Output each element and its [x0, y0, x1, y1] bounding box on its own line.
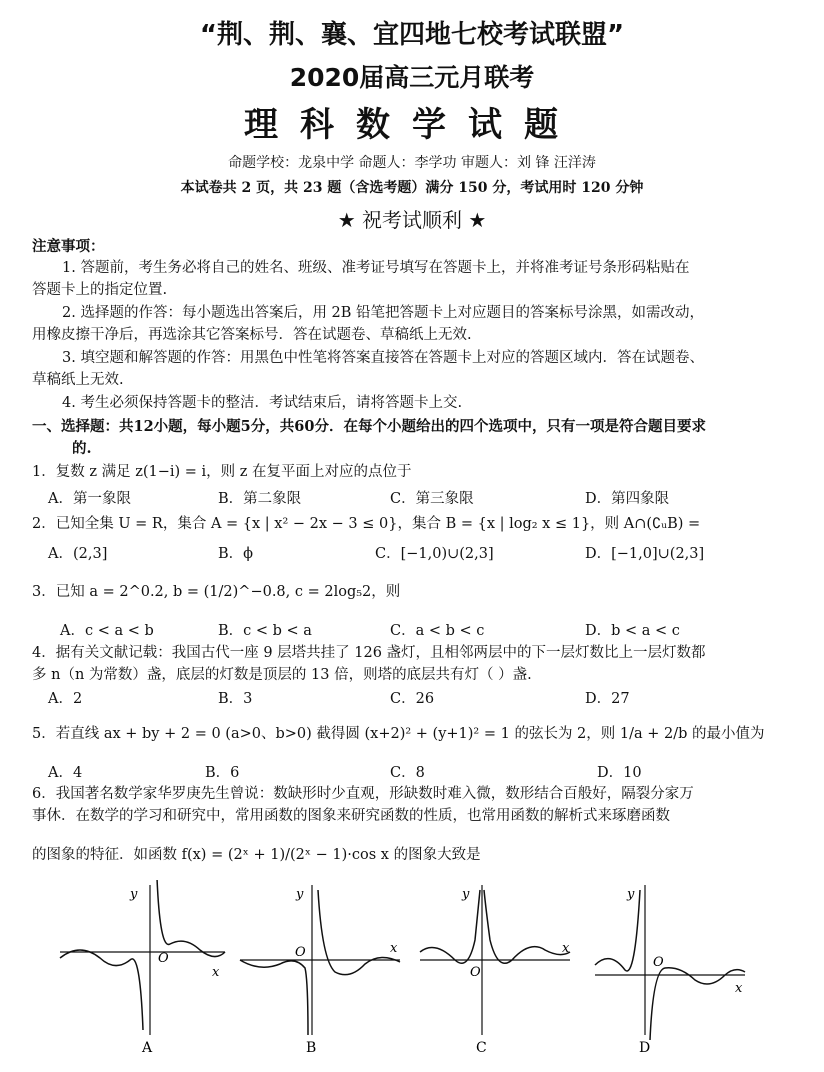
- q1-option-a: A．第一象限: [48, 491, 131, 507]
- graph-b-curve: [240, 890, 400, 1035]
- title-line-3: 理科数学试题: [244, 105, 580, 145]
- q4-stem-a: 4．据有关文献记载：我国古代一座 9 层塔共挂了 126 盏灯，且相邻两层中的下一层灯数比上一层灯数都: [32, 645, 706, 661]
- q2-option-b: B．ϕ: [218, 546, 254, 562]
- q6-stem-a: 6．我国著名数学家华罗庚先生曾说：数缺形时少直观，形缺数时难入微，数形结合百般好，隔裂分家万: [32, 786, 694, 802]
- graph-d: [595, 885, 745, 1056]
- exam-info: 本试卷共 2 页，共 23 题（含选考题）满分 150 分，考试用时 120 分钟: [180, 180, 644, 196]
- graph-a: [60, 880, 225, 1056]
- notes-heading: 注意事项：: [32, 238, 105, 255]
- q5-stem: 5．若直线 ax + by + 2 = 0 (a>0、b>0) 截得圆 (x+2)² + (y+1)² = 1 的弦长为 2，则 1/a + 2/b 的最小值为: [32, 726, 765, 742]
- q1-option-c: C．第三象限: [390, 491, 474, 507]
- graph-a-curve: [60, 880, 225, 1030]
- q1-stem: 1．复数 z 满足 z(1−i) = i，则 z 在复平面上对应的点位于: [32, 464, 412, 480]
- graph-c-curve: [420, 890, 570, 963]
- good-luck-banner: ★ 祝考试顺利 ★: [337, 208, 487, 232]
- note-1a: 1. 答题前，考生务必将自己的姓名、班级、准考证号填写在答题卡上，并将准考证号条形码粘贴在: [62, 260, 690, 276]
- q6-stem-c: 的图象的特征．如函数 f(x) = (2ˣ + 1)/(2ˣ − 1)·cos x 的图象大致是: [32, 847, 481, 863]
- q5-option-d: D．10: [597, 765, 642, 781]
- q3-option-b: B．c < b < a: [218, 623, 312, 639]
- q5-option-c: C．8: [390, 765, 425, 781]
- graph-c-origin: O: [470, 965, 481, 980]
- title-line-1: “荆、荆、襄、宜四地七校考试联盟”: [199, 20, 625, 50]
- graph-a-y-label: y: [130, 887, 138, 902]
- graph-d-x-label: x: [735, 981, 743, 996]
- q2-option-a: A．(2,3]: [48, 546, 108, 562]
- graph-b-origin: O: [295, 945, 306, 960]
- note-2b: 用橡皮擦干净后，再选涂其它答案标号．答在试题卷、草稿纸上无效.: [32, 327, 472, 343]
- graph-c: [420, 885, 570, 1056]
- graph-b-y-label: y: [296, 887, 304, 902]
- graph-d-label: D: [639, 1040, 651, 1056]
- graph-c-y-label: y: [462, 887, 470, 902]
- graph-c-x-label: x: [562, 941, 570, 956]
- graph-c-label: C: [476, 1040, 487, 1056]
- section-1-heading-cont: 的.: [72, 440, 92, 457]
- note-2a: 2. 选择题的作答：每小题选出答案后，用 2B 铅笔把答题卡上对应题目的答案标号涂黑，如需改动，: [62, 305, 705, 321]
- q4-stem-b: 多 n（n 为常数）盏，底层的灯数是顶层的 13 倍，则塔的底层共有灯（ ）盏.: [32, 667, 532, 683]
- note-1b: 答题卡上的指定位置.: [32, 282, 168, 298]
- q4-option-a: A．2: [48, 691, 83, 707]
- q1-option-d: D．第四象限: [585, 491, 670, 507]
- graph-a-origin: O: [158, 951, 169, 966]
- q6-stem-b: 事休．在数学的学习和研究中，常用函数的图象来研究函数的性质，也常用函数的解析式来琢磨函数: [32, 808, 670, 824]
- graph-b-x-label: x: [390, 941, 398, 956]
- q4-option-c: C．26: [390, 691, 435, 707]
- q1-option-b: B．第二象限: [218, 491, 302, 507]
- q5-option-a: A．4: [48, 765, 83, 781]
- q2-option-d: D．[−1,0]∪(2,3]: [585, 546, 705, 562]
- note-3b: 草稿纸上无效.: [32, 372, 124, 388]
- section-1-heading: 一、选择题：共12小题，每小题5分，共60分．在每个小题给出的四个选项中，只有一项是符合题目要求: [32, 418, 706, 435]
- q2-stem: 2．已知全集 U = R，集合 A = {x | x² − 2x − 3 ≤ 0}，集合 B = {x | log₂ x ≤ 1}，则 A∩(∁ᵤB) =: [32, 516, 701, 532]
- q3-option-a: A．c < a < b: [60, 623, 154, 639]
- q3-stem: 3．已知 a = 2^0.2, b = (1/2)^−0.8, c = 2log₅2，则: [32, 584, 401, 600]
- graph-b-label: B: [306, 1040, 317, 1056]
- graph-d-y-label: y: [627, 887, 635, 902]
- graph-b: [240, 885, 400, 1056]
- q3-option-d: D．b < a < c: [585, 623, 680, 639]
- q6-graph-options: [50, 880, 810, 1065]
- q3-option-c: C．a < b < c: [390, 623, 485, 639]
- graph-d-origin: O: [653, 955, 664, 970]
- q4-option-b: B．3: [218, 691, 253, 707]
- note-4: 4. 考生必须保持答题卡的整洁．考试结束后，请将答题卡上交.: [62, 395, 463, 411]
- q2-option-c: C．[−1,0)∪(2,3]: [375, 546, 494, 562]
- graph-a-label: A: [142, 1040, 153, 1056]
- title-line-2: 2020届高三元月联考: [289, 63, 535, 92]
- author-meta: 命题学校：龙泉中学 命题人：李学功 审题人：刘 锋 汪洋涛: [228, 155, 596, 171]
- graph-a-x-label: x: [212, 965, 220, 980]
- q5-option-b: B．6: [205, 765, 240, 781]
- q4-option-d: D．27: [585, 691, 630, 707]
- note-3a: 3. 填空题和解答题的作答：用黑色中性笔将答案直接答在答题卡上对应的答题区域内．答在试题卷、: [62, 350, 704, 366]
- graph-d-curve: [595, 890, 745, 1040]
